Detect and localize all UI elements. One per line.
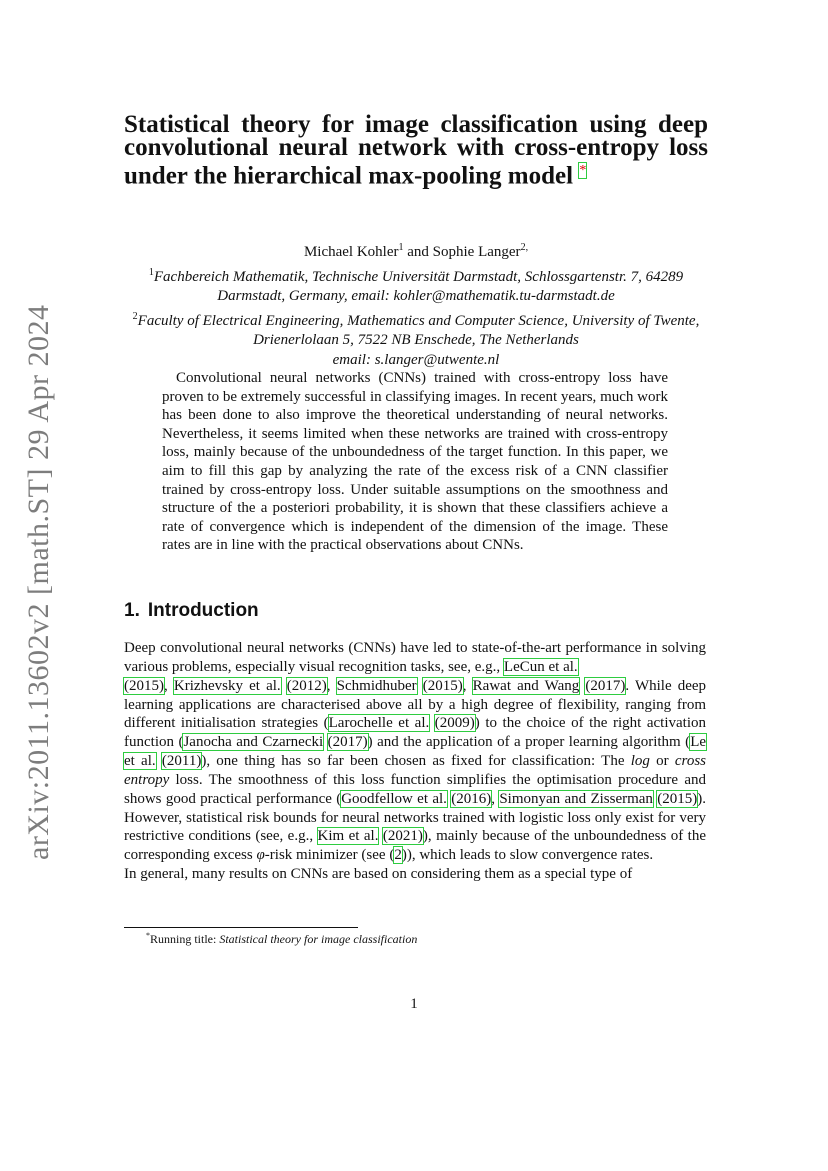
arxiv-stamp: arXiv:2011.13602v2 [math.ST] 29 Apr 2024 <box>22 304 55 860</box>
citation-year-link[interactable]: (2017) <box>327 734 368 751</box>
text-run: loss. The smoothness of this loss function simplifies the optimisation procedure and shows good practical performance ( <box>124 771 706 807</box>
citation-link[interactable]: Rawat and Wang <box>472 677 580 694</box>
citation-link[interactable]: Janocha and Czarnecki <box>183 734 324 751</box>
body-text <box>124 639 706 884</box>
citation-link[interactable]: Kim et al. <box>317 828 379 845</box>
author-langer: and Sophie Langer <box>403 244 521 260</box>
section-heading <box>124 600 259 622</box>
citation-link[interactable]: Le et al. <box>124 734 707 770</box>
page-number: 1 <box>410 996 418 1012</box>
author-sup-1: 1 <box>398 242 404 253</box>
citation-link[interactable]: Larochelle et al. <box>328 715 430 732</box>
affiliation-2 <box>124 307 708 351</box>
citation-link[interactable]: Krizhevsky et al. <box>173 677 281 694</box>
text-run: . While deep learning applications are characterised above all by a high degree of flexibility, ranging from different initialisation strategies ( <box>124 677 707 732</box>
footnote <box>146 931 417 947</box>
citation-year-link[interactable]: (2015) <box>422 677 463 694</box>
aff2-text: Faculty of Electrical Engineering, Mathematics and Computer Science, University of Twente, Drienerlolaan 5, 7522 NB Enschede, The Netherlands <box>137 312 700 348</box>
text-run: , <box>462 677 473 694</box>
footnote-label: Running title: <box>150 932 220 946</box>
paragraph-2: In general, many results on CNNs are based on considering them as a special type of <box>124 866 633 883</box>
aff2-mark: 2 <box>132 310 138 322</box>
equation-ref-link[interactable]: 2 <box>394 847 402 864</box>
citation-year-link[interactable]: (2009) <box>434 715 475 732</box>
italic-term: log <box>630 753 650 770</box>
section-title: Introduction <box>147 600 259 621</box>
text-run: , <box>164 677 174 694</box>
footnote-mark: * <box>146 931 150 940</box>
citation-year-link[interactable]: (2017) <box>585 677 626 694</box>
citation-year-link[interactable]: (2015) <box>657 790 698 807</box>
email-2: email: s.langer@utwente.nl <box>332 351 500 368</box>
phi-symbol: φ <box>256 847 265 864</box>
section-number: 1. <box>124 600 140 621</box>
author-sup-2: 2, <box>520 242 529 253</box>
text-run: , <box>491 790 500 807</box>
author-kohler: Michael Kohler <box>303 244 399 260</box>
paper-title <box>124 111 708 190</box>
text-run: Deep convolutional neural networks (CNNs) have led to state-of-the-art performance in solving various problems, especially visual recognition tasks, see, e.g., <box>124 640 706 675</box>
paragraph-1 <box>124 639 706 865</box>
author-block <box>124 238 708 370</box>
text-run: ) to the choice of the right activation function ( <box>124 715 706 751</box>
text-run: or <box>649 753 675 770</box>
italic-term: cross entropy <box>124 753 706 788</box>
text-run: , <box>326 677 337 694</box>
citation-year-link[interactable]: (2015) <box>124 677 164 694</box>
text-run: )), which leads to slow convergence rates. <box>401 847 654 864</box>
text-run: ) and the application of a proper learning algorithm ( <box>367 734 691 751</box>
aff1-text: Fachbereich Mathematik, Technische Universität Darmstadt, Schlossgartenstr. 7, 64289 Darmstadt, Germany, email: kohler@mathematik.tu-darmstadt.de <box>153 268 684 304</box>
citation-year-link[interactable]: (2016) <box>451 790 492 807</box>
aff1-mark: 1 <box>148 266 154 278</box>
citation-year-link[interactable]: (2021) <box>382 828 423 845</box>
citation-year-link[interactable]: (2012) <box>286 677 327 694</box>
citation-year-link[interactable]: (2011) <box>161 753 202 770</box>
citation-link[interactable]: LeCun et al. <box>503 658 578 675</box>
abstract: Convolutional neural networks (CNNs) trained with cross-entropy loss have proven to be extremely successful in classifying images. In recent years, much work has been done to also improve the theoretical understanding of neural networks. Nevertheless, it seems limited when these networks are trained with cross-entropy loss, mainly because of the unboundedness of the target function. In this paper, we aim to fill this gap by analyzing the rate of the excess risk of a CNN classifier trained by cross-entropy loss. Under suitable assumptions on the smoothness and structure of the a posteriori probability, it is shown that these classifiers achieve a rate of convergence which is independent of the dimension of the image. These rates are in line with the practical observations about CNNs. <box>162 370 668 554</box>
affiliation-1 <box>124 263 708 307</box>
text-run: ), mainly because of the unboundedness of the corresponding excess <box>124 828 706 864</box>
text-run: ), one thing has so far been chosen as fixed for classification: The <box>201 753 631 770</box>
footnote-rule <box>124 927 358 928</box>
title-footnote-link[interactable]: * <box>579 163 587 178</box>
title-text: Statistical theory for image classification using deep convolutional neural network with cross-entropy loss under the hierarchical max-pooling model <box>124 111 708 190</box>
text-run: -risk minimizer (see ( <box>264 847 395 864</box>
citation-link[interactable]: Schmidhuber <box>336 677 417 694</box>
text-run: ). However, statistical risk bounds for neural networks trained with logistic loss only exist for very restrictive conditions (see, e.g., <box>124 790 707 845</box>
author-line <box>124 238 708 263</box>
citation-link[interactable]: Goodfellow et al. <box>341 790 447 807</box>
citation-link[interactable]: Simonyan and Zisserman <box>499 790 653 807</box>
footnote-text: Statistical theory for image classification <box>219 932 418 946</box>
